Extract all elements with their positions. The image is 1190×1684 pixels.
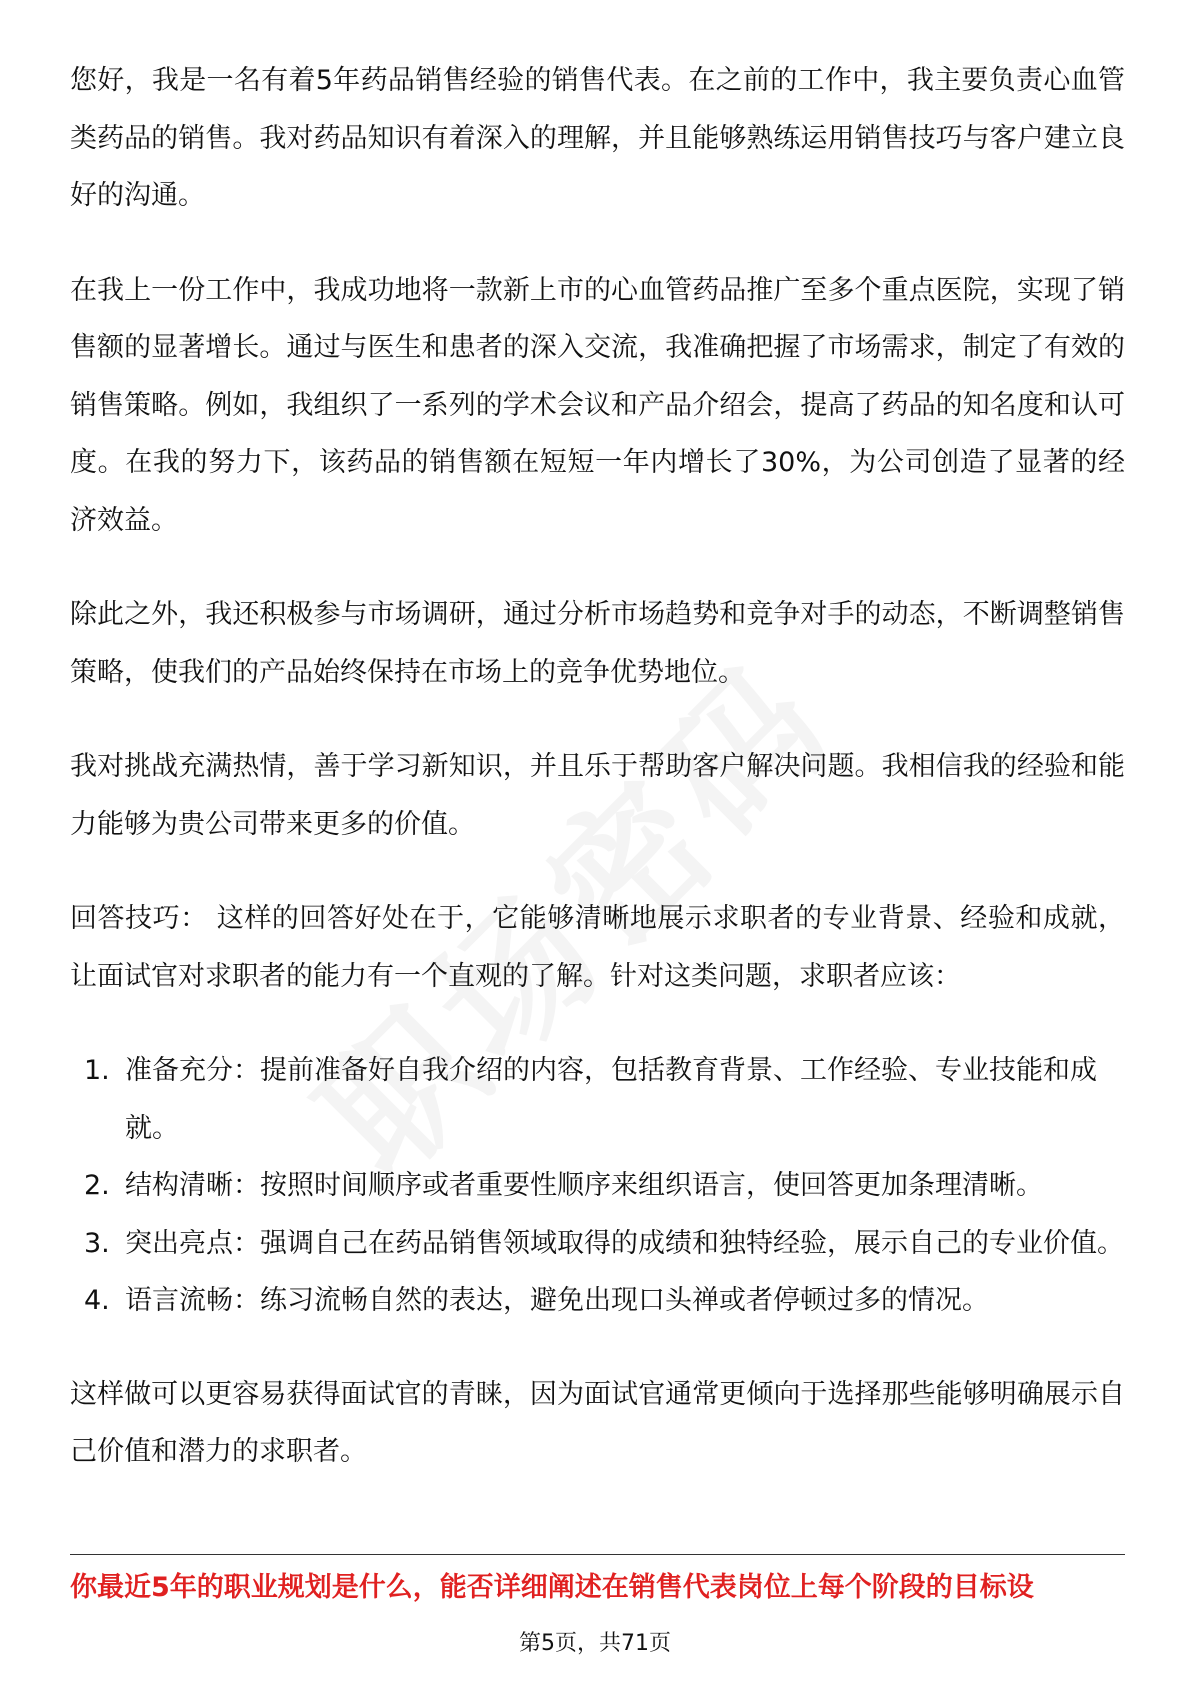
next-question-heading: 你最近5年的职业规划是什么，能否详细阐述在销售代表岗位上每个阶段的目标设 bbox=[70, 1572, 1034, 1603]
tip-item-4 bbox=[70, 1272, 1125, 1330]
tip-item-3 bbox=[70, 1215, 1125, 1273]
answer-paragraph-2: 在我上一份工作中，我成功地将一款新上市的心血管药品推广至多个重点医院，实现了销售额的显著增长。通过与医生和患者的深入交流，我准确把握了市场需求，制定了有效的销售策略。例如，我组织了一系列的学术会议和产品介绍会，提高了药品的知名度和认可度。在我的努力下，该药品的销售额在短短一年内增长了30%，为公司创造了显著的经济效益。 bbox=[70, 274, 1125, 536]
tip-number: 1. bbox=[84, 1055, 110, 1086]
tips-intro-paragraph: 回答技巧： 这样的回答好处在于，它能够清晰地展示求职者的专业背景、经验和成就，让面试官对求职者的能力有一个直观的了解。针对这类问题，求职者应该： bbox=[70, 903, 1125, 992]
answer-paragraph-1: 您好，我是一名有着5年药品销售经验的销售代表。在之前的工作中，我主要负责心血管类药品的销售。我对药品知识有着深入的理解，并且能够熟练运用销售技巧与客户建立良好的沟通。 bbox=[70, 65, 1125, 211]
tip-number: 4. bbox=[84, 1285, 110, 1316]
section-divider bbox=[70, 1554, 1125, 1555]
tip-number: 3. bbox=[84, 1227, 110, 1259]
answer-paragraph-4: 我对挑战充满热情，善于学习新知识，并且乐于帮助客户解决问题。我相信我的经验和能力能够为贵公司带来更多的价值。 bbox=[70, 751, 1125, 840]
tip-text: 准备充分：提前准备好自我介绍的内容，包括教育背景、工作经验、专业技能和成就。 bbox=[125, 1055, 1097, 1144]
tip-number: 2. bbox=[84, 1170, 110, 1201]
answer-paragraph-3: 除此之外，我还积极参与市场调研，通过分析市场趋势和竞争对手的动态，不断调整销售策略，使我们的产品始终保持在市场上的竞争优势地位。 bbox=[70, 599, 1125, 688]
tip-text: 结构清晰：按照时间顺序或者重要性顺序来组织语言，使回答更加条理清晰。 bbox=[125, 1170, 1043, 1201]
answer-content bbox=[70, 52, 1125, 1518]
tip-item-1 bbox=[70, 1042, 1125, 1157]
tip-text: 语言流畅：练习流畅自然的表达，避免出现口头禅或者停顿过多的情况。 bbox=[125, 1285, 989, 1316]
tip-item-2 bbox=[70, 1157, 1125, 1215]
tips-list bbox=[70, 1042, 1125, 1330]
tip-text: 突出亮点：强调自己在药品销售领域取得的成绩和独特经验，展示自己的专业价值。 bbox=[125, 1227, 1124, 1259]
conclusion-paragraph: 这样做可以更容易获得面试官的青睐，因为面试官通常更倾向于选择那些能够明确展示自己价值和潜力的求职者。 bbox=[70, 1378, 1125, 1467]
page-footer: 第5页，共71页 bbox=[519, 1631, 671, 1656]
